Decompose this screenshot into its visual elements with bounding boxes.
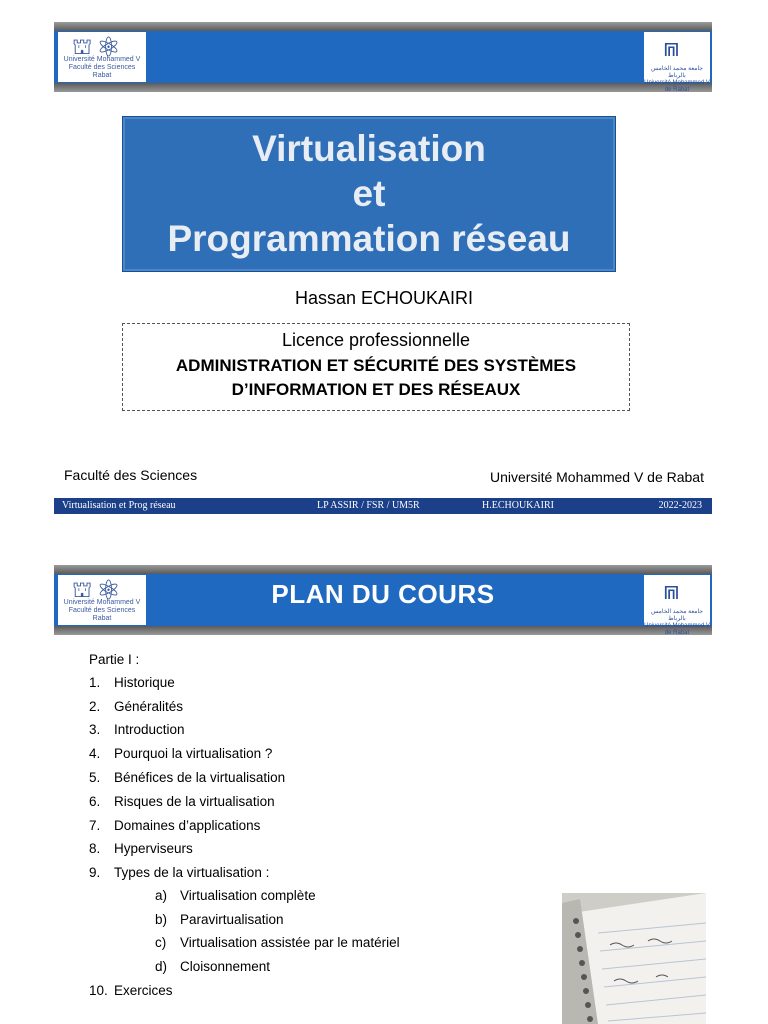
part-label: Partie I : [89, 652, 140, 667]
university-logo-left: ⛫ ⚛ Université Mohammed V Faculté des Sciences Rabat [58, 575, 146, 625]
list-item: 1. Historique [89, 675, 175, 690]
footer-author: H.ECHOUKAIRI [482, 500, 554, 511]
slide2-header-band [54, 565, 712, 635]
title-line: Virtualisation [252, 128, 486, 169]
list-item: 7. Domaines d’applications [89, 818, 261, 833]
list-item: 8. Hyperviseurs [89, 841, 193, 856]
arch-emblem-icon: ⩎ [664, 575, 679, 605]
sub-list-item: b) Paravirtualisation [155, 912, 284, 927]
list-item: 3. Introduction [89, 722, 185, 737]
sub-list-item: c) Virtualisation assistée par le matériel [155, 935, 400, 950]
list-item: 2. Généralités [89, 699, 184, 714]
university-logo-right: ⩎ جامعة محمد الخامس بالرباط Université Mohammed V de Rabat [644, 32, 710, 93]
author-name: Hassan ECHOUKAIRI [294, 288, 474, 308]
title-line: et [352, 173, 386, 214]
university-name: Université Mohammed V de Rabat [490, 469, 704, 485]
footer-course: Virtualisation et Prog réseau [62, 500, 176, 511]
faculty-emblem-icon: ⛫ ⚛ [72, 34, 119, 59]
licence-label: Licence professionnelle [281, 330, 471, 350]
faculty-emblem-icon: ⛫ ⚛ [72, 577, 119, 602]
slide1-header-band [54, 22, 712, 92]
list-item: 9. Types de la virtualisation : [89, 865, 270, 880]
footer-program: LP ASSIR / FSR / UM5R [317, 500, 420, 511]
sub-list-item: d) Cloisonnement [155, 959, 271, 974]
university-logo-left: ⛫ ⚛ Université Mohammed V Faculté des Sciences Rabat [58, 32, 146, 82]
licence-title-line: D’INFORMATION ET DES RÉSEAUX [231, 380, 521, 399]
plan-title: PLAN DU COURS [271, 579, 495, 609]
licence-title-line: ADMINISTRATION ET SÉCURITÉ DES SYSTÈMES [175, 356, 577, 375]
list-item: 6. Risques de la virtualisation [89, 794, 275, 809]
title-line: Programmation réseau [167, 218, 571, 259]
course-title-box [122, 116, 616, 272]
notebook-photo [562, 893, 706, 1024]
sub-list-item: a) Virtualisation complète [155, 888, 316, 903]
slide-footer [54, 498, 712, 514]
list-item: 4. Pourquoi la virtualisation ? [89, 746, 273, 761]
arch-emblem-icon: ⩎ [664, 32, 679, 62]
faculty-name: Faculté des Sciences [64, 467, 198, 483]
licence-box [122, 323, 630, 411]
list-item: 5. Bénéfices de la virtualisation [89, 770, 286, 785]
university-logo-right: ⩎ جامعة محمد الخامس بالرباط Université Mohammed V de Rabat [644, 575, 710, 636]
footer-year: 2022-2023 [658, 500, 702, 511]
list-item: 10. Exercices [89, 983, 173, 998]
